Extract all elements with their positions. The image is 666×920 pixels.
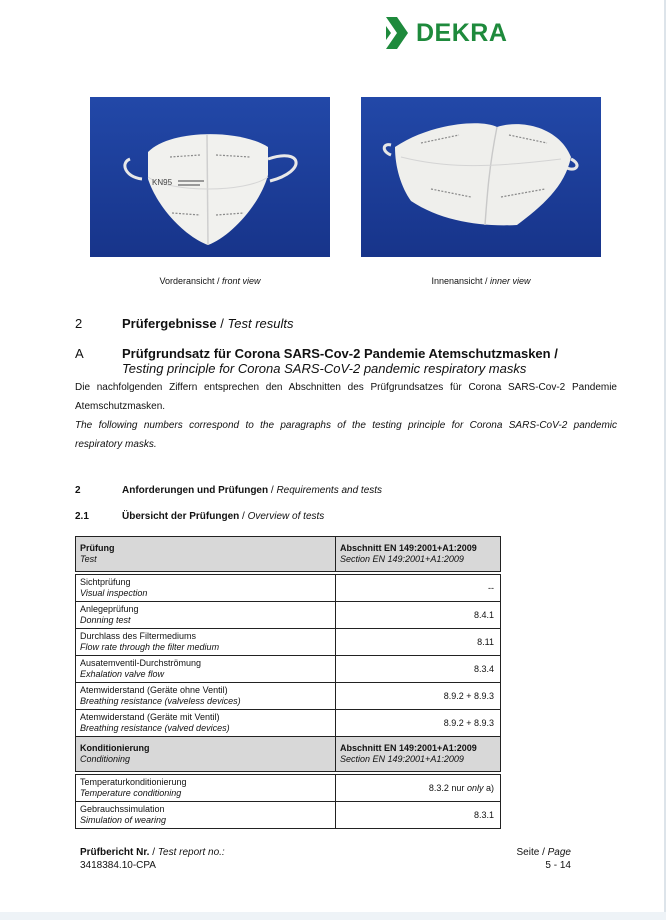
dekra-logo [384, 15, 507, 51]
footer-page-number: Seite / Page 5 - 14 [516, 847, 571, 871]
table-row: Gebrauchssimulation Simulation of wearing 8.3.1 [76, 802, 501, 829]
front-view-caption: Vorderansicht / front view [159, 276, 261, 286]
footer-report-number: Prüfbericht Nr. / Test report no.: 3418384.10-CPA [80, 847, 225, 871]
front-view-photo [90, 97, 330, 257]
kn95-print: KN95 [152, 178, 173, 187]
table-row: Anlegeprüfung Donning test 8.4.1 [76, 602, 501, 629]
table-header-test: Prüfung Test [76, 537, 336, 572]
table-row: Temperaturkonditionierung Temperature conditioning 8.3.2 nur only a) [76, 775, 501, 802]
table-row: Durchlass des Filtermediums Flow rate through the filter medium 8.11 [76, 629, 501, 656]
overview-heading: 2.1 Übersicht der Prüfungen / Overview of tests [75, 511, 325, 522]
intro-text-de: Die nachfolgenden Ziffern entsprechen den Abschnitten des Prüfgrundsatzes für Corona SARS-Cov-2 Pandemie Atemschutzmasken. [75, 382, 617, 412]
inner-view-photo [361, 97, 601, 257]
document-page: DEKRA KN95 Vorderansicht / front view Innenansicht / inner view 2 Prüfergebnisse / Test results A Prüfgrundsatz für Corona SARS-Cov-2 Pandemie Atemschutzmasken / Testing principle for Corona SARS-CoV-2 pandemic respiratory masks Die nachfolgenden Ziffern entsprechen den Abschnitten des Prüfgrundsatzes für Corona SARS-Cov-2 Pandemie Atemschutzmasken. The following numbers correspond to the paragraphs of the testing principle for Corona SARS-CoV-2 pandemic respiratory masks. 2 Anforderungen und Prüfungen / Requirements and tests 2.1 Übersicht der Prüfungen / Overview of tests Prüfung Test Abschnitt EN 149:2001+A1:2009 Section EN 149:2001+A1:2009 Sichtprüfung Visual inspection -- Anlegeprüfung Donning test 8.4.1 Durchlass des Filtermediums Flow rate through the filter medium 8.11 Ausatemventil-Durchströmung Exhalation valve flow 8.3.4 Atemwiderstand (Geräte ohne Ventil) Breathing resistance (valveless devices) 8.9.2 + 8.9.3 Atemwiderstand (Geräte mit Ventil) Breathing resistance (valved devices) 8.9.2 + 8.9.3 Konditionierung Conditioning Abschnitt EN 149:2001+A1:2009 Section EN 149:2001+A1:2009 Temperaturkonditionierung Temperature conditioning 8.3.2 nur only a) Gebrauchssimulation Simulation of wearing 8.3.1 Prüfbericht Nr. / Test report no.: 3418384.10-CPA Seite / Page 5 - 14 [0, 0, 666, 912]
table-header-row [76, 537, 501, 572]
tests-overview-table [75, 536, 501, 829]
requirements-heading: 2 Anforderungen und Prüfungen / Requirements and tests [75, 485, 383, 496]
table-row: Ausatemventil-Durchströmung Exhalation valve flow 8.3.4 [76, 656, 501, 683]
intro-text-en: The following numbers correspond to the paragraphs of the testing principle for Corona SARS-CoV-2 pandemic respiratory masks. [75, 420, 617, 450]
inner-view-caption: Innenansicht / inner view [431, 276, 531, 286]
table-row: Atemwiderstand (Geräte mit Ventil) Breathing resistance (valved devices) 8.9.2 + 8.9.3 [76, 710, 501, 737]
logo-text: DEKRA [416, 19, 508, 47]
table-header-row-conditioning: Konditionierung Conditioning Abschnitt EN 149:2001+A1:2009 Section EN 149:2001+A1:2009 [76, 737, 501, 772]
dekra-logo-mark-icon [384, 16, 410, 50]
table-row: Atemwiderstand (Geräte ohne Ventil) Breathing resistance (valveless devices) 8.9.2 + 8.9.3 [76, 683, 501, 710]
table-row: Sichtprüfung Visual inspection -- [76, 575, 501, 602]
table-header-section: Abschnitt EN 149:2001+A1:2009 Section EN 149:2001+A1:2009 [336, 537, 501, 572]
